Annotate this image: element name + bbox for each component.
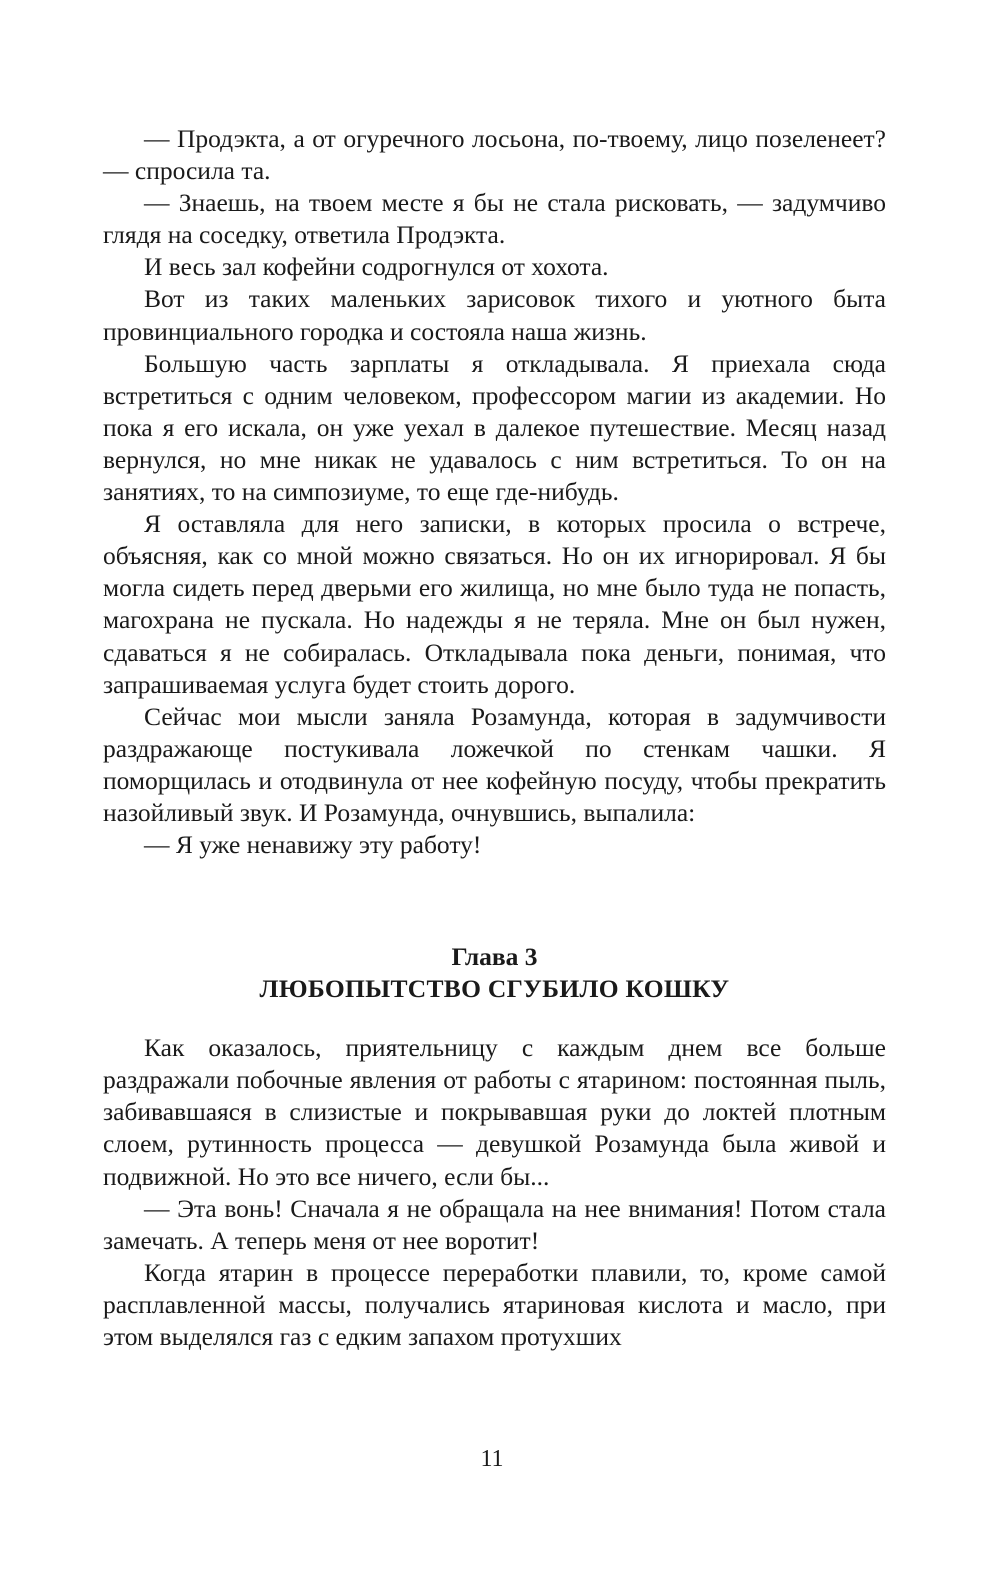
page-number: 11 xyxy=(480,1446,504,1472)
paragraph: Как оказалось, приятельницу с каждым днем все больше раздражали побочные явления от работы с ятарином: постоянная пыль, забивавшаяся в слизистые и покрывавшая руки до локтей плотным слоем, рутинность процесса — девушкой Розамунда была живой и подвижной. Но это все ничего, если бы... xyxy=(103,1033,886,1191)
paragraph: Большую часть зарплаты я откладывала. Я приехала сюда встретиться с одним человеком, профессором магии из академии. Но пока я его искала, он уже уехал в далекое путешествие. Месяц назад вернулся, но мне никак не удавалось с ним встретиться. То он на занятиях, то на симпозиуме, то еще где-нибудь. xyxy=(103,348,886,507)
paragraph: Когда ятарин в процессе переработки плавили, то, кроме самой расплавленной массы, получались ятариновая кислота и масло, при этом выделялся газ с едким запахом протухших xyxy=(103,1257,886,1351)
chapter-heading xyxy=(103,941,886,1005)
paragraph: — Знаешь, на твоем месте я бы не стала рисковать, — задумчиво глядя на соседку, ответила Продэкта. xyxy=(103,188,886,250)
chapter-number: Глава 3 xyxy=(451,942,538,972)
chapter-title: ЛЮБОПЫТСТВО СГУБИЛО КОШКУ xyxy=(259,974,730,1004)
book-page xyxy=(103,123,886,1353)
paragraph: — Эта вонь! Сначала я не обращала на нее внимания! Потом стала замечать. А теперь меня от нее воротит! xyxy=(103,1193,886,1255)
paragraph: — Я уже ненавижу эту работу! xyxy=(144,830,482,860)
paragraph: Я оставляла для него записки, в которых просила о встрече, объясняя, как со мной можно связаться. Но он их игнорировал. Я бы могла сидеть перед дверьми его жилища, но мне было туда не попасть, магохрана не пускала. Но надежды я не теряла. Мне он был нужен, сдаваться я не собиралась. Откладывала пока деньги, понимая, что запрашиваемая услуга будет стоить дорого. xyxy=(103,509,886,699)
paragraph: — Продэкта, а от огуречного лосьона, по-твоему, лицо позеленеет? — спросила та. xyxy=(103,124,886,186)
paragraph: И весь зал кофейни содрогнулся от хохота. xyxy=(144,252,609,282)
paragraph: Сейчас мои мысли заняла Розамунда, которая в задумчивости раздражающе постукивала ложечкой по стенкам чашки. Я поморщилась и отодвинула от нее кофейную посуду, чтобы прекратить назойливый звук. И Розамунда, очнувшись, выпалила: xyxy=(103,701,886,827)
paragraph: Вот из таких маленьких зарисовок тихого и уютного быта провинциального городка и состояла наша жизнь. xyxy=(103,284,886,346)
